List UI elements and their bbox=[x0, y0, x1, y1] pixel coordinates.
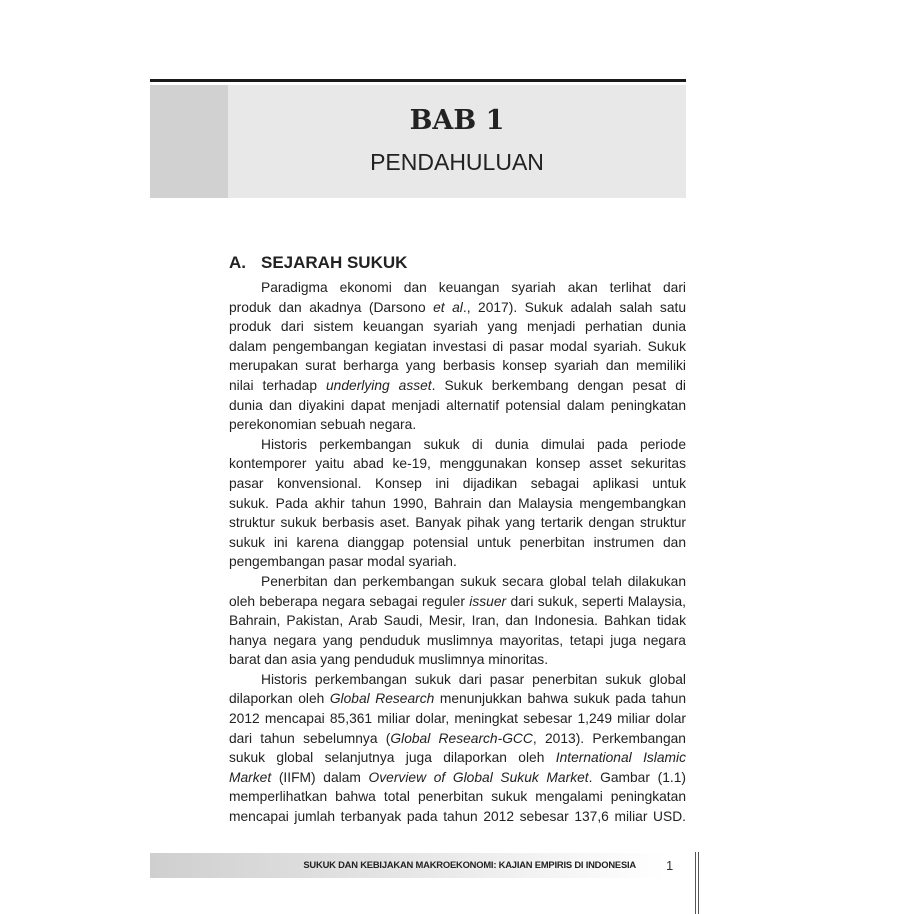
page-edge-line bbox=[695, 852, 696, 914]
text-line bbox=[229, 729, 686, 749]
text-span: dilaporkan oleh bbox=[229, 691, 330, 707]
italic-text: issuer bbox=[469, 593, 507, 609]
running-footer-title: SUKUK DAN KEBIJAKAN MAKROEKONOMI: KAJIAN EMPIRIS DI INDONESIA bbox=[303, 859, 636, 870]
text-span: pengembangan pasar modal syariah. bbox=[229, 554, 457, 570]
text-span: Penerbitan dan perkembangan sukuk secara global telah dilakukan bbox=[261, 573, 686, 589]
text-span: barat dan asia yang penduduk muslimnya minoritas. bbox=[229, 652, 549, 668]
text-line bbox=[229, 396, 686, 416]
text-line bbox=[229, 454, 686, 474]
section-title: SEJARAH SUKUK bbox=[261, 253, 408, 272]
text-span: hanya negara yang penduduk muslimnya mayoritas, tetapi juga negara bbox=[229, 632, 686, 648]
italic-text: Global Research-GCC bbox=[390, 730, 533, 746]
text-line bbox=[229, 317, 686, 337]
text-line bbox=[229, 552, 686, 572]
section-number: A. bbox=[229, 253, 246, 272]
text-span: merupakan surat berharga yang berbasis konsep syariah dan memiliki bbox=[229, 358, 686, 374]
text-span: sukuk. Pada akhir tahun 1990, Bahrain dan Malaysia mengembangkan bbox=[229, 495, 686, 511]
text-span: 2012 mencapai 85,361 miliar dolar, meningkat sebesar 1,249 miliar dolar bbox=[229, 711, 686, 727]
text-line bbox=[229, 278, 686, 298]
text-span: dari tahun sebelumnya ( bbox=[229, 730, 391, 746]
text-span: Historis perkembangan sukuk di dunia dimulai pada periode bbox=[261, 436, 686, 452]
italic-text: Global Research bbox=[329, 691, 435, 707]
text-line bbox=[229, 650, 686, 670]
paragraph bbox=[229, 572, 686, 670]
text-span: produk dan akadnya (Darsono bbox=[229, 299, 434, 315]
text-span: produk dari sistem keuangan syariah yang menjadi perhatian dunia bbox=[229, 319, 686, 335]
italic-text: Market bbox=[229, 769, 272, 785]
text-line bbox=[229, 356, 686, 376]
body-text bbox=[229, 278, 686, 827]
text-line bbox=[229, 807, 686, 827]
text-line bbox=[229, 533, 686, 553]
page-edge-line bbox=[698, 852, 699, 914]
page-number: 1 bbox=[666, 858, 674, 873]
text-span: Bahrain, Pakistan, Arab Saudi, Mesir, Iran, dan Indonesia. Bahkan tidak bbox=[229, 613, 686, 629]
text-line bbox=[229, 337, 686, 357]
text-span: dalam pengembangan kegiatan investasi di pasar modal syariah. Sukuk bbox=[229, 338, 686, 354]
text-line bbox=[229, 670, 686, 690]
chapter-title: PENDAHULUAN bbox=[370, 149, 544, 175]
text-span: Historis perkembangan sukuk dari pasar penerbitan sukuk global bbox=[261, 671, 686, 687]
text-span: oleh beberapa negara sebagai reguler bbox=[229, 593, 470, 609]
text-span: kontemporer yaitu abad ke-19, menggunakan konsep asset sekuritas bbox=[229, 456, 686, 472]
section-heading bbox=[229, 253, 407, 273]
italic-text: Overview of Global Sukuk Market bbox=[368, 769, 589, 785]
italic-text: et al bbox=[433, 299, 463, 315]
paragraph bbox=[229, 670, 686, 827]
text-line bbox=[229, 631, 686, 651]
text-line bbox=[229, 474, 686, 494]
text-line bbox=[229, 592, 686, 612]
text-span: menunjukkan bahwa sukuk pada tahun bbox=[434, 691, 686, 707]
text-line bbox=[229, 435, 686, 455]
text-span: . Sukuk berkembang dengan pesat di bbox=[431, 377, 686, 393]
chapter-number: BAB 1 bbox=[409, 105, 505, 136]
text-line bbox=[229, 611, 686, 631]
text-line bbox=[229, 709, 686, 729]
italic-text: underlying asset bbox=[326, 377, 432, 393]
text-span: ., 2017). Sukuk adalah salah satu bbox=[462, 299, 686, 315]
text-span: struktur sukuk berbasis aset. Banyak pihak yang tertarik dengan struktur bbox=[229, 515, 686, 531]
text-span: sukuk ini karena dianggap potensial untuk penerbitan instrumen dan bbox=[229, 534, 686, 550]
text-span: mencapai jumlah terbanyak pada tahun 2012 sebesar 137,6 miliar USD. bbox=[229, 809, 686, 825]
text-span: dunia dan diyakini dapat menjadi alternatif potensial dalam peningkatan bbox=[229, 397, 686, 413]
text-line bbox=[229, 572, 686, 592]
text-span: , 2013). Perkembangan bbox=[532, 730, 686, 746]
text-span: dari sukuk, seperti Malaysia, bbox=[506, 593, 686, 609]
chapter-top-rule bbox=[150, 79, 686, 82]
paragraph bbox=[229, 278, 686, 435]
text-line bbox=[229, 689, 686, 709]
text-line bbox=[229, 513, 686, 533]
text-span: (IIFM) dalam bbox=[271, 769, 369, 785]
chapter-header-side-block bbox=[150, 85, 228, 198]
paragraph bbox=[229, 435, 686, 572]
text-line bbox=[229, 787, 686, 807]
text-line bbox=[229, 415, 686, 435]
text-span: pasar konvensional. Konsep ini dijadikan sebagai aplikasi untuk bbox=[229, 475, 686, 491]
text-span: sukuk global selanjutnya juga dilaporkan oleh bbox=[229, 750, 556, 766]
text-line bbox=[229, 748, 686, 768]
text-line bbox=[229, 768, 686, 788]
text-span: memperlihatkan bahwa total penerbitan sukuk mengalami peningkatan bbox=[229, 789, 686, 805]
italic-text: International Islamic bbox=[555, 750, 686, 766]
text-span: Paradigma ekonomi dan keuangan syariah akan terlihat dari bbox=[261, 280, 686, 295]
text-span: nilai terhadap bbox=[229, 377, 326, 393]
text-span: perekonomian sebuah negara. bbox=[229, 417, 417, 433]
text-span: . Gambar (1.1) bbox=[588, 769, 686, 785]
text-line bbox=[229, 298, 686, 318]
text-line bbox=[229, 376, 686, 396]
chapter-header bbox=[150, 85, 686, 198]
text-line bbox=[229, 494, 686, 514]
